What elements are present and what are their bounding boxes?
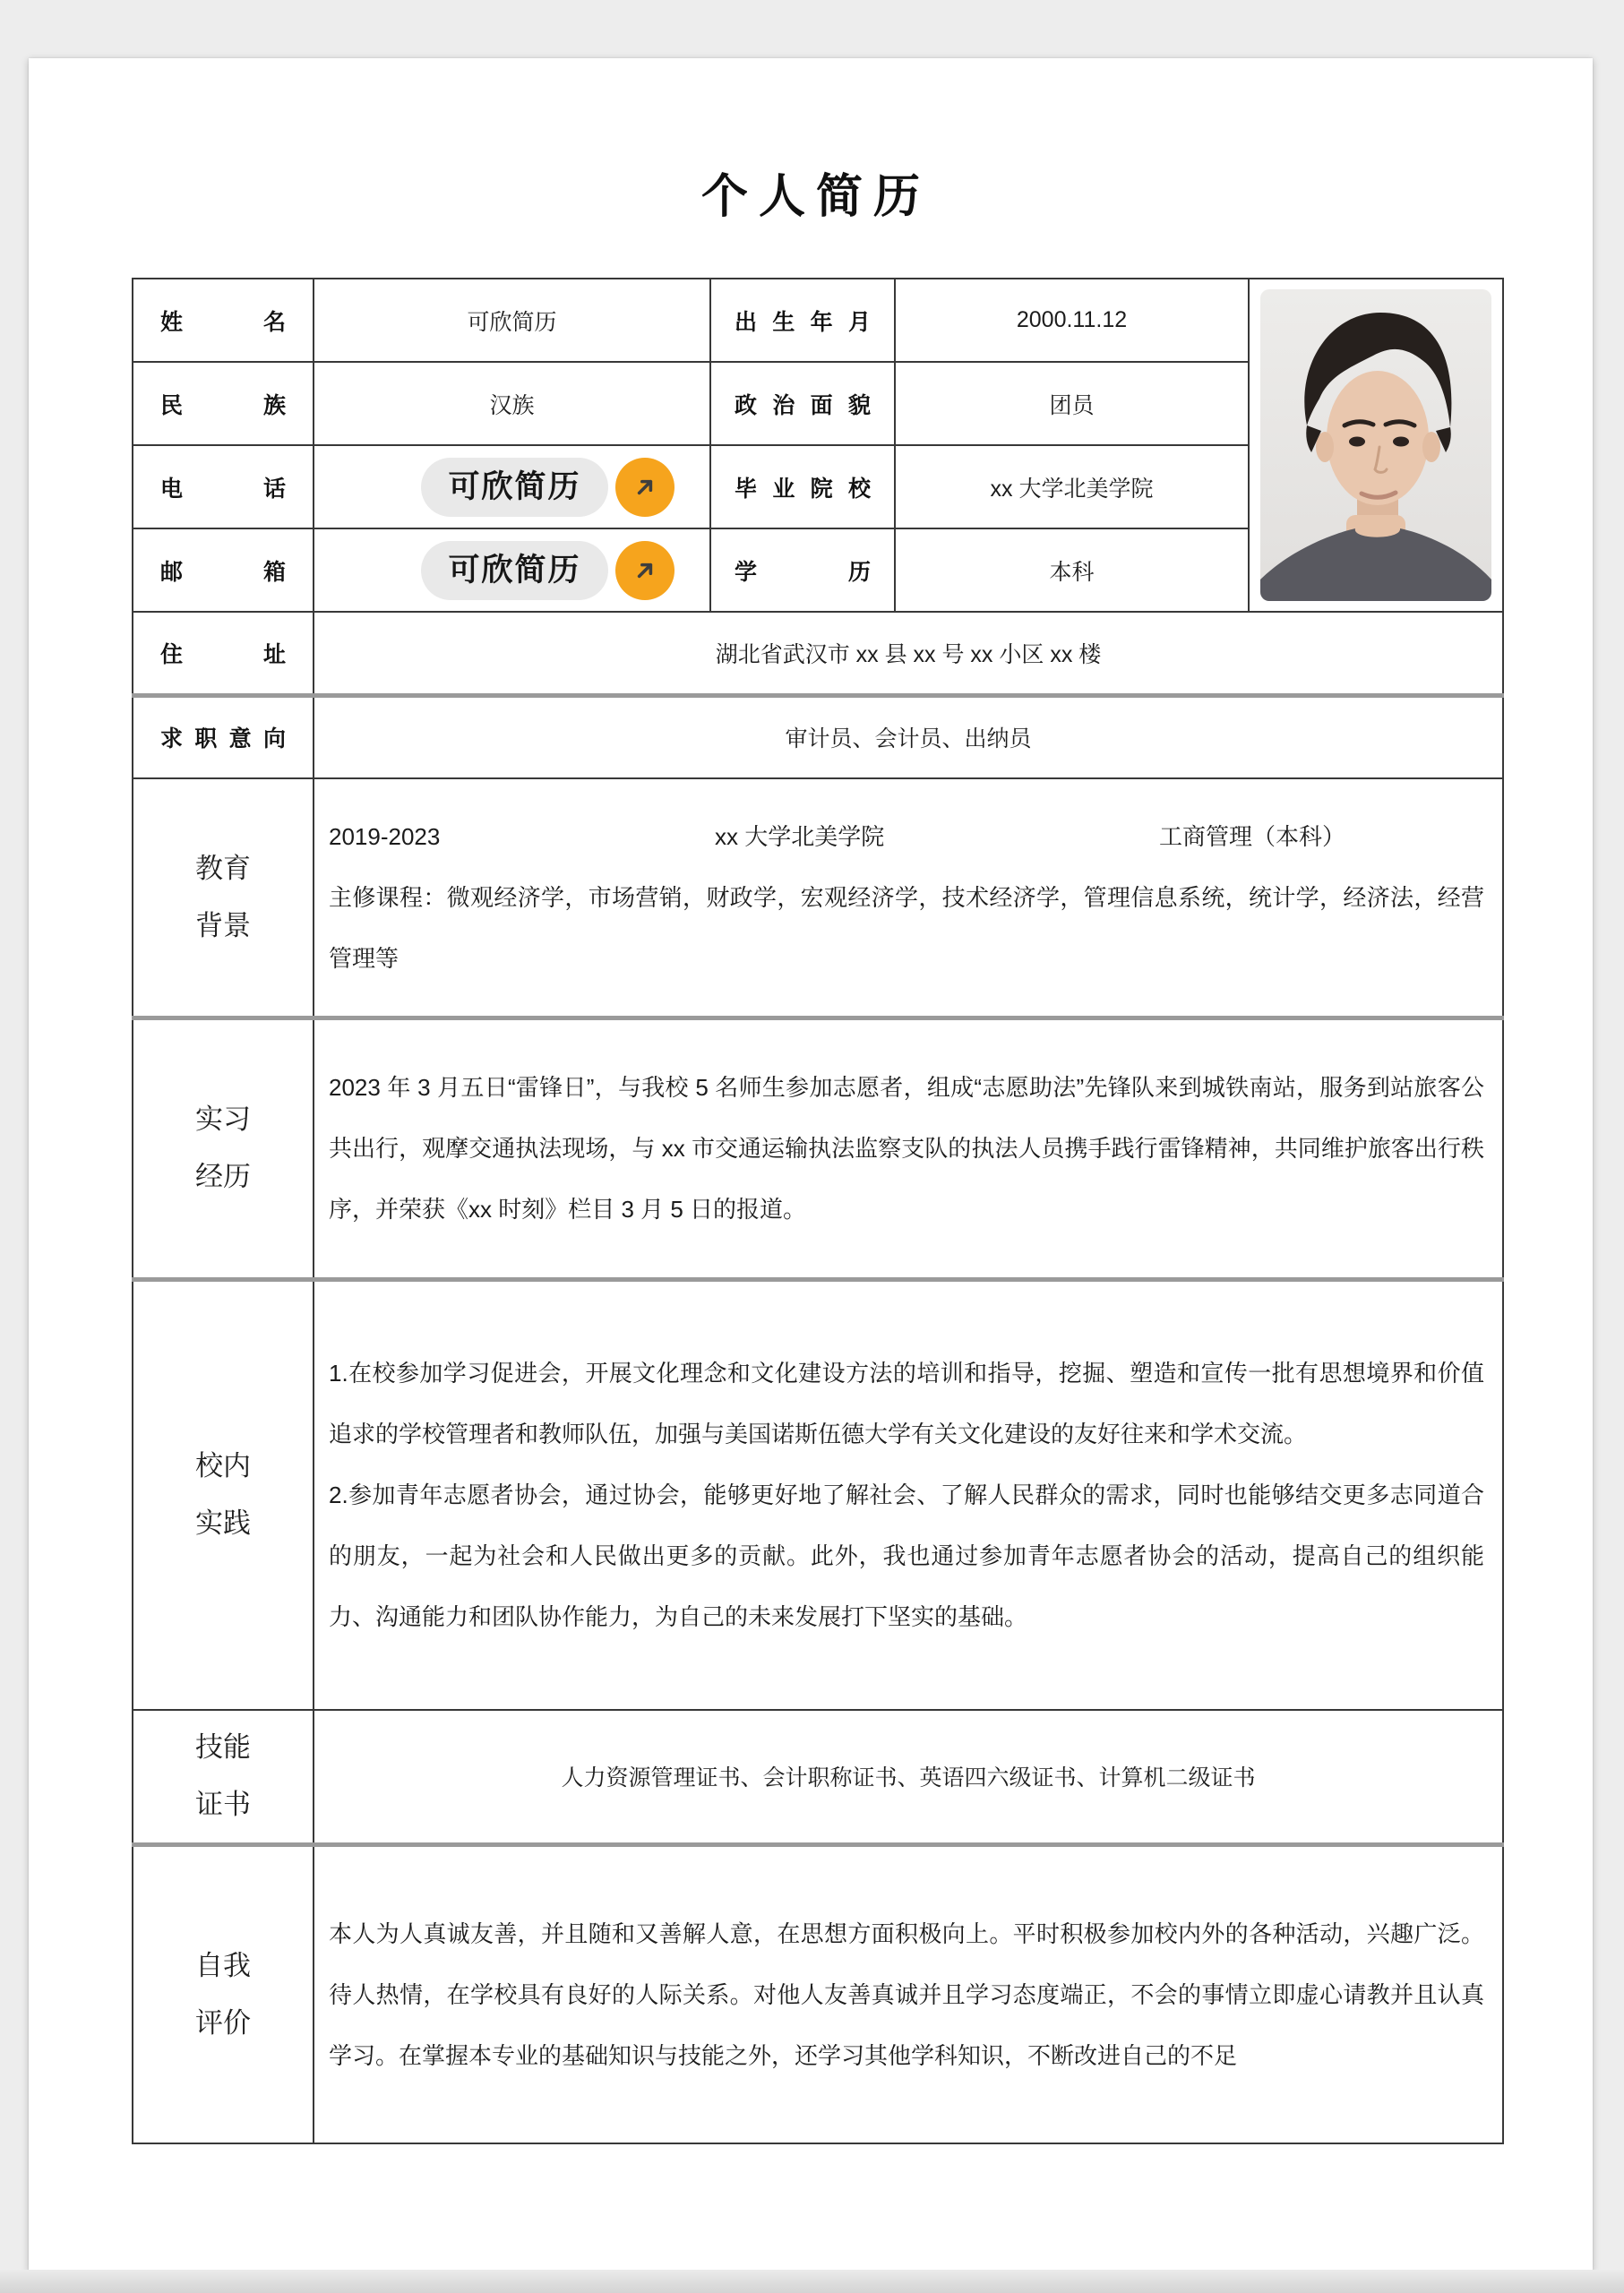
skills-section-label — [133, 1710, 314, 1844]
education-content-cell — [314, 778, 1503, 1018]
school-label-cell — [710, 445, 895, 528]
internship-paragraph: 2023 年 3 月五日“雷锋日”，与我校 5 名师生参加志愿者，组成“志愿助法”先锋队来到城铁南站，服务到站旅客公共出行，观摩交通执法现场，与 xx 市交通运输执法监察支队的执法人员携手践行雷锋精神，共同维护旅客出行秩序，并荣获《xx 时刻》栏目 3 月 5 日的报道。 — [329, 1074, 1484, 1223]
education-school: xx 大学北美学院 — [715, 822, 885, 850]
political-label-cell — [710, 362, 895, 445]
school-label: 毕业院校 — [735, 476, 871, 502]
id-photo — [1260, 289, 1491, 601]
table-row — [133, 1710, 1503, 1844]
campus-label-line2: 实践 — [195, 1507, 251, 1540]
education-summary-row — [329, 806, 1484, 867]
address-value: 湖北省武汉市 xx 县 xx 号 xx 小区 xx 楼 — [314, 612, 1503, 695]
phone-link-button[interactable] — [615, 458, 675, 517]
arrow-up-right-icon — [630, 472, 660, 502]
objective-value: 审计员、会计员、出纳员 — [314, 695, 1503, 778]
ethnicity-label: 民族 — [160, 392, 286, 418]
campus-content-cell — [314, 1279, 1503, 1710]
skills-value: 人力资源管理证书、会计职称证书、英语四六级证书、计算机二级证书 — [314, 1710, 1503, 1844]
birth-label-cell — [710, 279, 895, 362]
email-label: 邮箱 — [160, 559, 286, 585]
campus-label-line1: 校内 — [195, 1450, 251, 1482]
table-row — [133, 1279, 1503, 1710]
internship-label-line1: 实习 — [195, 1104, 251, 1135]
email-value-cell — [314, 528, 710, 612]
education-period: 2019-2023 — [329, 822, 441, 850]
degree-label-cell — [710, 528, 895, 612]
education-major: 工商管理（本科） — [1158, 822, 1345, 850]
table-row — [133, 778, 1503, 1018]
evaluation-label-line2: 评价 — [195, 2006, 251, 2039]
ethnicity-value: 汉族 — [314, 362, 710, 445]
skills-label-line2: 证书 — [195, 1789, 251, 1821]
page-title: 个人简历 — [700, 172, 931, 223]
address-label-cell — [133, 612, 314, 695]
internship-section-label — [133, 1018, 314, 1279]
email-placeholder-pill[interactable]: 可欣简历 — [421, 541, 607, 600]
phone-label: 电话 — [160, 476, 286, 502]
id-photo-graphic — [1260, 289, 1491, 601]
objective-label-cell — [133, 695, 314, 778]
resume-page — [29, 58, 1593, 2271]
email-label-cell — [133, 528, 314, 612]
birth-value: 2000.11.12 — [895, 279, 1249, 362]
internship-label-line2: 经历 — [195, 1161, 251, 1192]
education-section-label — [133, 778, 314, 1018]
political-value: 团员 — [895, 362, 1249, 445]
name-label-cell — [133, 279, 314, 362]
degree-value: 本科 — [895, 528, 1249, 612]
table-row — [133, 1018, 1503, 1279]
table-row — [133, 612, 1503, 695]
education-label-line1: 教育 — [195, 852, 251, 884]
campus-section-label — [133, 1279, 314, 1710]
name-value: 可欣简历 — [314, 279, 710, 362]
education-label-line2: 背景 — [195, 909, 251, 941]
email-link-button[interactable] — [615, 541, 675, 600]
school-value: xx 大学北美学院 — [895, 445, 1249, 528]
skills-label-line1: 技能 — [195, 1731, 251, 1764]
arrow-up-right-icon — [630, 555, 660, 586]
campus-paragraph-1: 1.在校参加学习促进会，开展文化理念和文化建设方法的培训和指导，挖掘、塑造和宣传一批有思想境界和价值追求的学校管理者和教师队伍，加强与美国诺斯伍德大学有关文化建设的友好往来和学术交流。 — [329, 1360, 1484, 1448]
ethnicity-label-cell — [133, 362, 314, 445]
viewer-bottom-bar — [0, 2270, 1624, 2293]
birth-label: 出生年月 — [735, 309, 871, 335]
photo-cell — [1249, 279, 1503, 612]
table-row — [133, 695, 1503, 778]
phone-placeholder-pill[interactable]: 可欣简历 — [421, 458, 607, 517]
resume-table — [132, 278, 1504, 2144]
evaluation-section-label — [133, 1844, 314, 2143]
political-label: 政治面貌 — [735, 392, 871, 418]
internship-content-cell — [314, 1018, 1503, 1279]
phone-label-cell — [133, 445, 314, 528]
phone-value-cell — [314, 445, 710, 528]
education-courses: 主修课程：微观经济学，市场营销，财政学，宏观经济学，技术经济学，管理信息系统，统计学，经济法，经营管理等 — [329, 883, 1484, 972]
evaluation-paragraph: 本人为人真诚友善，并且随和又善解人意，在思想方面积极向上。平时积极参加校内外的各种活动，兴趣广泛。待人热情，在学校具有良好的人际关系。对他人友善真诚并且学习态度端正，不会的事情立即虚心请教并且认真学习。在掌握本专业的基础知识与技能之外，还学习其他学科知识，不断改进自己的不足 — [329, 1919, 1484, 2069]
objective-label: 求职意向 — [160, 726, 286, 752]
address-label: 住址 — [160, 641, 286, 667]
evaluation-label-line1: 自我 — [195, 1949, 251, 1981]
name-label: 姓名 — [160, 309, 286, 335]
campus-paragraph-2: 2.参加青年志愿者协会，通过协会，能够更好地了解社会、了解人民群众的需求，同时也能够结交更多志同道合的朋友，一起为社会和人民做出更多的贡献。此外，我也通过参加青年志愿者协会的活动，提高自己的组织能力、沟通能力和团队协作能力，为自己的未来发展打下坚实的基础。 — [329, 1481, 1484, 1631]
degree-label: 学历 — [735, 559, 871, 585]
table-row — [133, 1844, 1503, 2143]
table-row — [133, 279, 1503, 362]
evaluation-content-cell — [314, 1844, 1503, 2143]
